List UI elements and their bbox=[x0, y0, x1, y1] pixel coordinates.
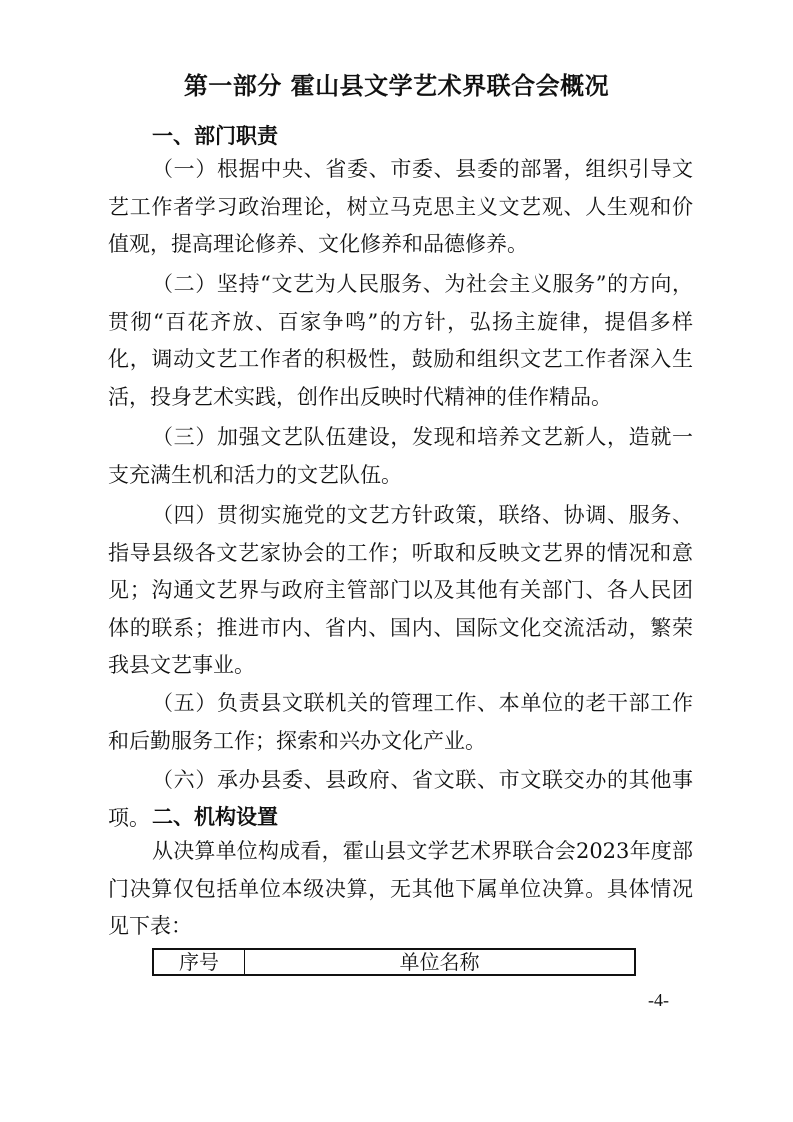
duty-paragraph-6: （六）承办县委、县政府、省文联、市文联交办的其他事项。 bbox=[108, 768, 693, 830]
page-title: 第一部分 霍山县文学艺术界联合会概况 bbox=[183, 72, 610, 100]
duty-paragraph-1: （一）根据中央、省委、市委、县委的部署，组织引导文艺工作者学习政治理论，树立马克思主义文艺观、人生观和价值观，提高理论修养、文化修养和品德修养。 bbox=[108, 157, 693, 256]
duty-paragraph-3: （三）加强文艺队伍建设，发现和培养文艺新人，造就一支充满生机和活力的文艺队伍。 bbox=[108, 425, 693, 487]
page-number: -4- bbox=[648, 990, 669, 1010]
duty-paragraph-4: （四）贯彻实施党的文艺方针政策，联络、协调、服务、指导县级各文艺家协会的工作；听取和反映文艺界的情况和意见；沟通文艺界与政府主管部门以及其他有关部门、各人民团体的联系；推进市内、省内、国内、国际文化交流活动，繁荣我县文艺事业。 bbox=[108, 503, 693, 677]
structure-paragraph: 从决算单位构成看，霍山县文学艺术界联合会2023年度部门决算仅包括单位本级决算，无其他下属单位决算。具体情况见下表： bbox=[108, 839, 693, 938]
table-header-row bbox=[153, 949, 635, 975]
duty-paragraph-2: （二）坚持“文艺为人民服务、为社会主义服务”的方向，贯彻“百花齐放、百家争鸣”的方针，弘扬主旋律，提倡多样化，调动文艺工作者的积极性，鼓励和组织文艺工作者深入生活，投身艺术实践，创作出反映时代精神的佳作精品。 bbox=[108, 272, 693, 409]
header-serial: 序号 bbox=[153, 949, 245, 975]
section-heading-structure: 二、机构设置 bbox=[152, 805, 278, 829]
unit-table bbox=[152, 948, 636, 976]
section-heading-duties: 一、部门职责 bbox=[152, 124, 278, 148]
duty-paragraph-5: （五）负责县文联机关的管理工作、本单位的老干部工作和后勤服务工作；探索和兴办文化产业。 bbox=[108, 691, 693, 753]
header-unit-name: 单位名称 bbox=[245, 949, 636, 975]
